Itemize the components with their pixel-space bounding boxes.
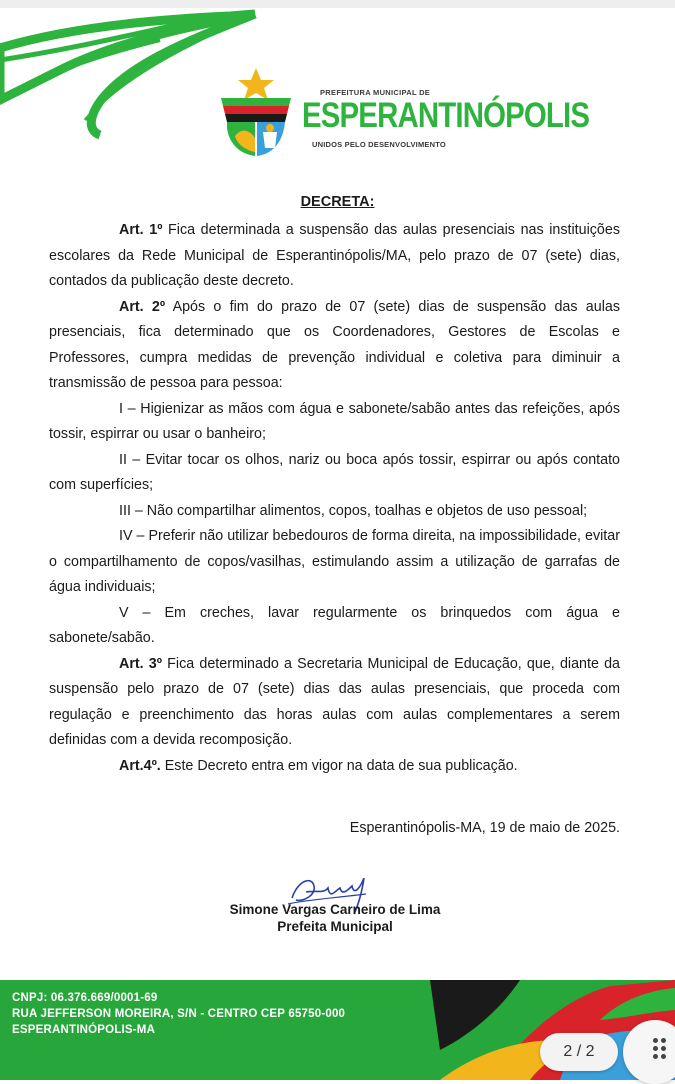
- article-1: [49, 218, 620, 295]
- article-4-label: Art.4º.: [119, 757, 161, 774]
- footer-city: ESPERANTINÓPOLIS-MA: [12, 1024, 156, 1036]
- article-2-label: Art. 2º: [119, 298, 166, 315]
- article-3-text: Fica determinado a Secretaria Municipal de Educação, que, diante da suspensão pelo prazo de 07 (sete) dias das aulas presenciais, que proceda com regulação e preenchimento das horas aulas com aulas complementares a serem definidas com a devida recomposição.: [49, 655, 620, 748]
- article-1-label: Art. 1º: [119, 222, 163, 238]
- article-2: [49, 295, 620, 397]
- article-3-label: Art. 3º: [119, 655, 162, 672]
- signer-role: Prefeita Municipal: [277, 919, 393, 934]
- decree-title: DECRETA:: [300, 194, 375, 210]
- article-2-text: Após o fim do prazo de 07 (sete) dias de suspensão das aulas presenciais, fica determinado que os Coordenadores, Gestores de Escolas e Professores, cumpra medidas de prevenção individual e coletiva para diminuir a transmissão de pessoa para pessoa:: [49, 298, 620, 391]
- item-1: I – Higienizar as mãos com água e sabonete/sabão antes das refeições, após tossir, espirrar ou usar o banheiro;: [49, 400, 620, 442]
- item-5: V – Em creches, lavar regularmente os brinquedos com água e sabonete/sabão.: [49, 604, 620, 646]
- item-4: IV – Preferir não utilizar bebedouros de forma direita, na impossibilidade, evitar o compartilhamento de copos/vasilhas, estimulando assim a utilização de garrafas de água individuais;: [49, 528, 620, 595]
- footer-cnpj: CNPJ: 06.376.669/0001-69: [12, 992, 158, 1004]
- item-3: III – Não compartilhar alimentos, copos, toalhas e objetos de uso pessoal;: [119, 502, 588, 519]
- article-1-text: Fica determinada a suspensão das aulas presenciais nas instituições escolares da Rede Municipal de Esperantinópolis/MA, pelo prazo de 07 (sete) dias, contados da publicação deste decreto.: [49, 222, 620, 289]
- article-4-text: Este Decreto entra em vigor na data de sua publicação.: [160, 757, 518, 774]
- article-3: [49, 652, 620, 754]
- footer-address: RUA JEFFERSON MOREIRA, S/N - CENTRO CEP 65750-000: [12, 1008, 346, 1020]
- brand-slogan: UNIDOS PELO DESENVOLVIMENTO: [312, 140, 446, 149]
- signer-name: Simone Vargas Carneiro de Lima: [229, 902, 441, 917]
- item-2: II – Evitar tocar os olhos, nariz ou boca após tossir, espirrar ou após contato com superfícies;: [49, 451, 620, 493]
- footer-info: [12, 990, 345, 1038]
- date-line: Esperantinópolis-MA, 19 de maio de 2025.: [349, 820, 620, 836]
- municipal-crest-logo: [215, 66, 297, 162]
- brand-name: ESPERANTINÓPOLIS: [302, 96, 590, 135]
- decree-body: [49, 218, 620, 779]
- page-indicator[interactable]: 2 / 2: [540, 1033, 618, 1071]
- brand-top-line: PREFEITURA MUNICIPAL DE: [320, 88, 431, 97]
- article-4: [49, 754, 620, 780]
